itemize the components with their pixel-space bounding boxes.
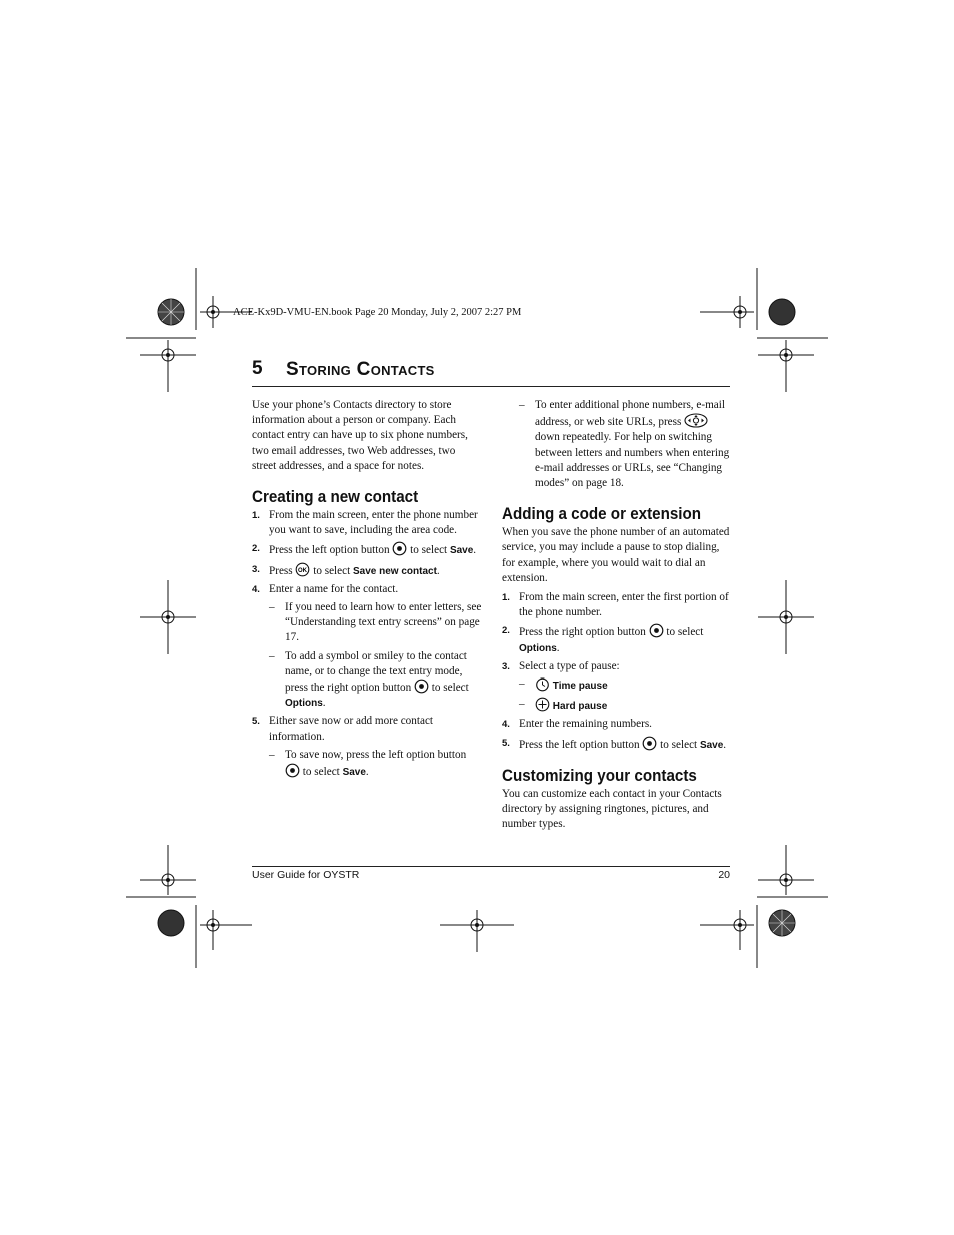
substep-text: To add a symbol or smiley to the contact name, or to change the text entry mode, press the right option button (285, 649, 467, 695)
navigation-key-icon (684, 413, 708, 428)
left-option-button-icon (642, 736, 657, 751)
dash: – (519, 698, 525, 711)
keyword: Time pause (552, 681, 608, 693)
intro-paragraph: Use your phone’s Contacts directory to store information about a person or company. Each contact entry can have up to six phone numbers, two email addresses, two Web addresses, two street addresses, and a space for notes. (252, 399, 468, 472)
customizing-paragraph: You can customize each contact in your Contacts directory by assigning ringtones, pictures, and number types. (502, 787, 722, 831)
dash: – (269, 748, 275, 761)
page-number: 20 (718, 869, 730, 881)
section-title-creating: Creating a new contact (252, 488, 419, 507)
keyword: Save (449, 545, 474, 557)
step-text: From the main screen, enter the phone number you want to save, including the area code. (269, 509, 478, 537)
substep-text: To save now, press the left option button (285, 748, 467, 761)
step-text: to select (666, 626, 704, 639)
punct: . (556, 641, 560, 654)
keyword: Options (285, 698, 323, 710)
step-number: 3. (252, 563, 260, 575)
substep-hard-pause (502, 697, 730, 714)
step-text: Enter a name for the contact. (269, 582, 399, 595)
step-1 (502, 590, 730, 620)
adding-intro: When you save the phone number of an automated service, you may include a pause to stop dialing, for example, where you would wait to dial an extension. (502, 526, 730, 584)
step-text: to select (660, 738, 698, 751)
chapter-title: Storing Contacts (286, 359, 435, 380)
svg-text:OK: OK (298, 567, 308, 574)
substep-text: to select (431, 682, 469, 695)
step-3 (252, 562, 482, 579)
keyword: Save (699, 739, 724, 751)
substep-time-pause (502, 677, 730, 694)
right-column (502, 398, 730, 832)
substep-text: down repeatedly. For help on switching between letters and numbers when entering e-mail addresses or URLs, see “Changing modes” on page 18. (535, 431, 730, 490)
step-number: 5. (502, 737, 510, 749)
left-column (252, 398, 482, 780)
step-number: 2. (252, 543, 260, 555)
substep-continued (502, 398, 730, 491)
step-text: to select (410, 544, 448, 557)
left-option-button-icon (392, 541, 407, 556)
step-text: to select (313, 564, 351, 577)
step-number: 5. (252, 716, 260, 728)
step-2 (252, 541, 482, 558)
step-number: 2. (502, 625, 510, 637)
chapter-heading (252, 358, 730, 387)
step-5 (502, 736, 730, 753)
time-pause-icon (535, 677, 550, 692)
right-option-button-icon (414, 679, 429, 694)
punct: . (436, 564, 440, 577)
dash: – (519, 678, 525, 691)
step-3 (502, 659, 730, 674)
print-header: ACE-Kx9D-VMU-EN.book Page 20 Monday, July 2, 2007 2:27 PM (233, 307, 522, 318)
keyword: Hard pause (552, 701, 608, 713)
keyword: Save new contact (352, 565, 437, 577)
step-text: Either save now or add more contact information. (269, 715, 434, 743)
step-number: 1. (252, 510, 260, 522)
step-1 (252, 508, 482, 538)
hard-pause-icon (535, 697, 550, 712)
footer-guide-title: User Guide for OYSTR (252, 869, 360, 881)
step-text: Press (269, 564, 293, 577)
substep-5a (252, 748, 482, 780)
punct: . (473, 544, 477, 557)
dash: – (519, 399, 525, 411)
chapter-number: 5 (252, 358, 263, 379)
left-option-button-icon (285, 763, 300, 778)
page-footer (252, 866, 730, 881)
step-2 (502, 623, 730, 655)
step-4 (252, 582, 482, 597)
keyword: Save (342, 767, 366, 779)
section-title-adding: Adding a code or extension (502, 505, 702, 524)
keyword: Options (519, 642, 557, 654)
substep-text: to select (302, 766, 340, 779)
step-number: 4. (502, 719, 510, 731)
ok-button-icon (295, 562, 310, 577)
step-5 (252, 714, 482, 744)
punct: . (322, 697, 326, 710)
right-option-button-icon (649, 623, 664, 638)
punct: . (365, 766, 369, 779)
step-text: Select a type of pause: (519, 659, 620, 672)
step-number: 4. (252, 583, 260, 595)
step-4 (502, 717, 730, 732)
dash: – (269, 601, 275, 614)
step-text: From the main screen, enter the first portion of the phone number. (519, 591, 729, 619)
step-text: Press the left option button (519, 738, 640, 751)
substep-4b (252, 649, 482, 712)
substep-text: To enter additional phone numbers, e-mail address, or web site URLs, press (535, 399, 725, 429)
step-text: Press the left option button (269, 544, 390, 557)
dash: – (269, 649, 275, 662)
step-number: 3. (502, 660, 510, 672)
section-title-customizing: Customizing your contacts (502, 766, 697, 785)
step-number: 1. (502, 592, 510, 604)
step-text: Press the right option button (519, 626, 646, 639)
punct: . (723, 738, 727, 751)
substep-text: If you need to learn how to enter letters, see “Understanding text entry screens” on page 17. (285, 601, 482, 644)
step-text: Enter the remaining numbers. (519, 718, 652, 731)
substep-4a (252, 600, 482, 646)
